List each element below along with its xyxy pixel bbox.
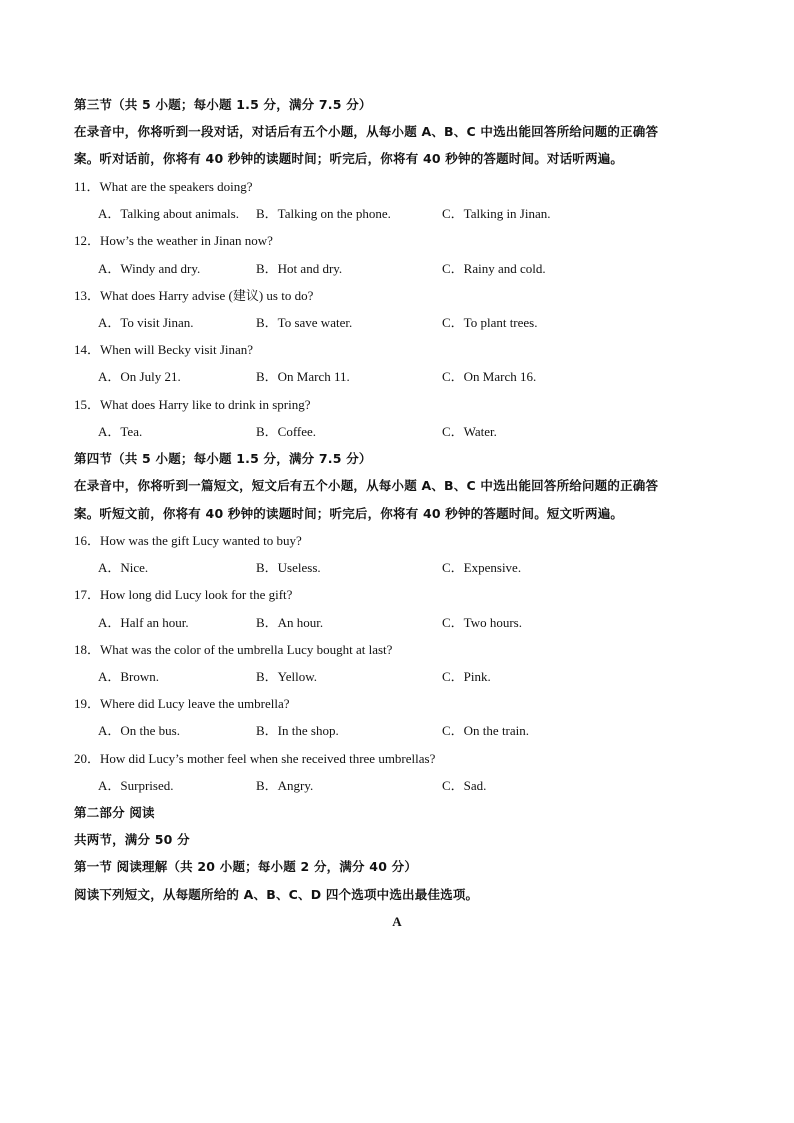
question-18: 18．What was the color of the umbrella Lucy bought at last? — [74, 642, 393, 657]
question-13-option-c: C．To plant trees. — [442, 315, 538, 330]
question-14-option-b: B．On March 11. — [256, 369, 350, 384]
question-13-option-b: B．To save water. — [256, 315, 353, 330]
section3-instruction-line1: 在录音中，你将听到一段对话，对话后有五个小题，从每小题 A、B、C 中选出能回答所给问题的正确答 — [74, 124, 659, 139]
section4-instruction-line1: 在录音中，你将听到一篇短文，短文后有五个小题，从每小题 A、B、C 中选出能回答所给问题的正确答 — [74, 478, 659, 493]
section3-instruction-line2: 案。听对话前，你将有 40 秒钟的读题时间；听完后，你将有 40 秒钟的答题时间。对话听两遍。 — [74, 151, 624, 166]
question-11-option-a: A．Talking about animals. — [98, 206, 239, 221]
question-16: 16．How was the gift Lucy wanted to buy? — [74, 533, 302, 548]
question-16-option-c: C．Expensive. — [442, 560, 522, 575]
question-17-option-b: B．An hour. — [256, 615, 324, 630]
question-19-option-a: A．On the bus. — [98, 723, 180, 738]
question-14-option-c: C．On March 16. — [442, 369, 537, 384]
question-19-option-c: C．On the train. — [442, 723, 530, 738]
question-18-option-c: C．Pink. — [442, 669, 491, 684]
section3-heading: 第三节（共 5 小题；每小题 1.5 分，满分 7.5 分） — [74, 97, 372, 112]
question-12-option-c: C．Rainy and cold. — [442, 261, 546, 276]
question-16-option-a: A．Nice. — [98, 560, 149, 575]
question-18-option-a: A．Brown. — [98, 669, 160, 684]
question-15-option-a: A．Tea. — [98, 424, 143, 439]
question-12-option-b: B．Hot and dry. — [256, 261, 343, 276]
question-11-option-b: B．Talking on the phone. — [256, 206, 391, 221]
question-13: 13．What does Harry advise (建议) us to do? — [74, 288, 314, 303]
part2-section1-heading: 第一节 阅读理解（共 20 小题；每小题 2 分，满分 40 分） — [74, 859, 418, 874]
question-20-option-a: A．Surprised. — [98, 778, 174, 793]
part2-heading: 第二部分 阅读 — [74, 805, 155, 820]
question-14-option-a: A．On July 21. — [98, 369, 181, 384]
question-20-option-b: B．Angry. — [256, 778, 314, 793]
question-14: 14．When will Becky visit Jinan? — [74, 342, 254, 357]
section4-heading: 第四节（共 5 小题；每小题 1.5 分，满分 7.5 分） — [74, 451, 372, 466]
question-15: 15．What does Harry like to drink in spring? — [74, 397, 311, 412]
passage-label: A — [392, 914, 402, 929]
question-19: 19．Where did Lucy leave the umbrella? — [74, 696, 290, 711]
question-20: 20．How did Lucy’s mother feel when she received three umbrellas? — [74, 751, 436, 766]
question-18-option-b: B．Yellow. — [256, 669, 318, 684]
question-17-option-a: A．Half an hour. — [98, 615, 189, 630]
question-12-option-a: A．Windy and dry. — [98, 261, 201, 276]
question-11: 11．What are the speakers doing? — [74, 179, 253, 194]
question-15-option-b: B．Coffee. — [256, 424, 317, 439]
question-13-option-a: A．To visit Jinan. — [98, 315, 194, 330]
part2-subheading: 共两节，满分 50 分 — [74, 832, 190, 847]
question-20-option-c: C．Sad. — [442, 778, 487, 793]
question-11-option-c: C．Talking in Jinan. — [442, 206, 551, 221]
question-17: 17．How long did Lucy look for the gift? — [74, 587, 293, 602]
part2-instruction: 阅读下列短文，从每题所给的 A、B、C、D 四个选项中选出最佳选项。 — [74, 887, 479, 902]
question-15-option-c: C．Water. — [442, 424, 497, 439]
question-12: 12．How’s the weather in Jinan now? — [74, 233, 273, 248]
question-16-option-b: B．Useless. — [256, 560, 321, 575]
question-17-option-c: C．Two hours. — [442, 615, 522, 630]
question-19-option-b: B．In the shop. — [256, 723, 339, 738]
section4-instruction-line2: 案。听短文前，你将有 40 秒钟的读题时间；听完后，你将有 40 秒钟的答题时间。短文听两遍。 — [74, 506, 624, 521]
